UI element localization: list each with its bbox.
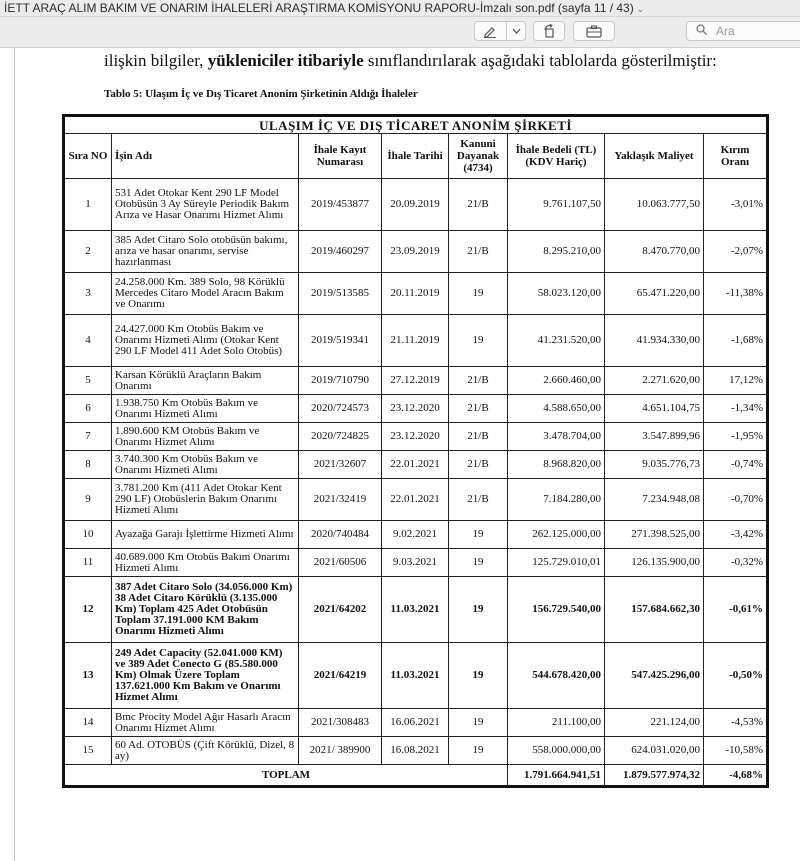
cell-ihale-bedeli: 9.761.107,50 (508, 179, 605, 231)
cell-kanuni-dayanak: 21/B (449, 423, 508, 451)
table-body (64, 179, 768, 765)
cell-ihale-bedeli: 7.184.280,00 (508, 479, 605, 521)
cell-kayit-no: 2019/710790 (299, 367, 382, 395)
cell-sira-no: 15 (64, 737, 112, 765)
cell-isin-adi: 249 Adet Capacity (52.041.000 KM) ve 389 Adet Conecto G (85.580.000 Km) Olmak Üzere Toplam 137.621.000 Km Bakım ve Onarımı Hizmet Alımı (112, 643, 299, 709)
intro-paragraph (104, 51, 717, 71)
cell-ihale-tarihi: 22.01.2021 (382, 451, 449, 479)
tender-table-wrapper (62, 114, 766, 788)
window-title[interactable] (4, 1, 644, 15)
cell-yaklasik-maliyet: 7.234.948,08 (605, 479, 704, 521)
cell-ihale-bedeli: 41.231.520,00 (508, 315, 605, 367)
chevron-down-icon[interactable] (507, 22, 525, 40)
cell-isin-adi: 3.781.200 Km (411 Adet Otokar Kent 290 LF) Otobüslerin Bakım Onarımı Hizmeti Alımı (112, 479, 299, 521)
rotate-icon (534, 22, 564, 40)
cell-kayit-no: 2020/724825 (299, 423, 382, 451)
cell-sira-no: 9 (64, 479, 112, 521)
tender-table (62, 114, 769, 788)
cell-ihale-bedeli: 8.968.820,00 (508, 451, 605, 479)
cell-sira-no: 14 (64, 709, 112, 737)
table-row (64, 451, 768, 479)
cell-ihale-bedeli: 2.660.460,00 (508, 367, 605, 395)
table-row (64, 521, 768, 549)
cell-isin-adi: 387 Adet Citaro Solo (34.056.000 Km) 38 Adet Citaro Körüklü (3.135.000 Km) Toplam 425 Adet Otobüsün Toplam 37.191.000 KM Bakım Onarımı Hizmeti Alımı (112, 577, 299, 643)
cell-kirim-orani: -2,07% (704, 231, 768, 273)
cell-kirim-orani: -0,74% (704, 451, 768, 479)
cell-kayit-no: 2021/64202 (299, 577, 382, 643)
header-yaklasik-maliyet: Yaklaşık Maliyet (605, 134, 704, 179)
window-titlebar (0, 0, 800, 17)
cell-kirim-orani: -1,68% (704, 315, 768, 367)
cell-kirim-orani: -0,32% (704, 549, 768, 577)
cell-yaklasik-maliyet: 41.934.330,00 (605, 315, 704, 367)
table-row (64, 367, 768, 395)
cell-ihale-bedeli: 156.729.540,00 (508, 577, 605, 643)
cell-ihale-bedeli: 58.023.120,00 (508, 273, 605, 315)
cell-kayit-no: 2020/740484 (299, 521, 382, 549)
cell-sira-no: 5 (64, 367, 112, 395)
cell-ihale-tarihi: 20.09.2019 (382, 179, 449, 231)
cell-isin-adi: Bmc Procity Model Ağır Hasarlı Aracın Onarımı Hizmet Alımı (112, 709, 299, 737)
cell-kanuni-dayanak: 19 (449, 315, 508, 367)
cell-kanuni-dayanak: 19 (449, 577, 508, 643)
cell-kanuni-dayanak: 19 (449, 709, 508, 737)
cell-ihale-bedeli: 125.729.010,01 (508, 549, 605, 577)
cell-ihale-bedeli: 211.100,00 (508, 709, 605, 737)
window-title-text: İETT ARAÇ ALIM BAKIM VE ONARIM İHALELERİ ARAŞTIRMA KOMİSYONU RAPORU-İmzalı son.pdf (sayfa 11 / 43) (4, 1, 634, 15)
cell-sira-no: 11 (64, 549, 112, 577)
cell-kirim-orani: -3,01% (704, 179, 768, 231)
cell-kayit-no: 2021/ 389900 (299, 737, 382, 765)
cell-kirim-orani: -0,50% (704, 643, 768, 709)
cell-kirim-orani: -11,38% (704, 273, 768, 315)
cell-kayit-no: 2021/60506 (299, 549, 382, 577)
cell-ihale-tarihi: 22.01.2021 (382, 479, 449, 521)
cell-kayit-no: 2019/453877 (299, 179, 382, 231)
total-rate: -4,68% (704, 765, 768, 787)
cell-kirim-orani: -4,53% (704, 709, 768, 737)
cell-isin-adi: 1.890.600 KM Otobüs Bakım ve Onarımı Hizmet Alımı (112, 423, 299, 451)
table-row (64, 643, 768, 709)
cell-isin-adi: 385 Adet Citaro Solo otobüsün bakımı, arıza ve hasar onarımı, servise hazırlanması (112, 231, 299, 273)
cell-kanuni-dayanak: 21/B (449, 367, 508, 395)
cell-ihale-tarihi: 11.03.2021 (382, 577, 449, 643)
cell-yaklasik-maliyet: 65.471.220,00 (605, 273, 704, 315)
total-row (64, 765, 768, 787)
cell-kanuni-dayanak: 19 (449, 549, 508, 577)
cell-kayit-no: 2019/519341 (299, 315, 382, 367)
cell-ihale-tarihi: 23.12.2020 (382, 423, 449, 451)
toolbar (0, 17, 800, 48)
cell-ihale-bedeli: 558.000.000,00 (508, 737, 605, 765)
table-row (64, 549, 768, 577)
cell-kanuni-dayanak: 19 (449, 643, 508, 709)
cell-isin-adi: 531 Adet Otokar Kent 290 LF Model Otobüsün 3 Ay Süreyle Periodik Bakım Arıza ve Hasar Onarımı Hizmet Alımı (112, 179, 299, 231)
cell-kayit-no: 2021/32419 (299, 479, 382, 521)
search-icon (696, 24, 707, 38)
cell-yaklasik-maliyet: 221.124,00 (605, 709, 704, 737)
table-row (64, 423, 768, 451)
markup-group (474, 21, 526, 41)
cell-kayit-no: 2021/32607 (299, 451, 382, 479)
cell-kanuni-dayanak: 19 (449, 273, 508, 315)
cell-isin-adi: 3.740.300 Km Otobüs Bakım ve Onarımı Hizmeti Alımı (112, 451, 299, 479)
intro-bold: yükleniciler itibariyle (207, 51, 364, 70)
header-isin-adi: İşin Adı (112, 134, 299, 179)
cell-sira-no: 1 (64, 179, 112, 231)
header-ihale-bedeli: İhale Bedeli (TL) (KDV Hariç) (508, 134, 605, 179)
table-row (64, 273, 768, 315)
cell-yaklasik-maliyet: 10.063.777,50 (605, 179, 704, 231)
cell-yaklasik-maliyet: 547.425.296,00 (605, 643, 704, 709)
cell-ihale-tarihi: 9.03.2021 (382, 549, 449, 577)
total-label: TOPLAM (64, 765, 508, 787)
table-row (64, 231, 768, 273)
cell-kirim-orani: -10,58% (704, 737, 768, 765)
table-row (64, 709, 768, 737)
cell-kirim-orani: -1,34% (704, 395, 768, 423)
cell-ihale-tarihi: 27.12.2019 (382, 367, 449, 395)
cell-isin-adi: Ayazağa Garajı İşlettirme Hizmeti Alımı (112, 521, 299, 549)
intro-suffix: sınıflandırılarak aşağıdaki tablolarda gösterilmiştir: (367, 51, 717, 70)
cell-kanuni-dayanak: 21/B (449, 479, 508, 521)
cell-isin-adi: 1.938.750 Km Otobüs Bakım ve Onarımı Hizmeti Alımı (112, 395, 299, 423)
cell-kanuni-dayanak: 21/B (449, 179, 508, 231)
cell-ihale-tarihi: 20.11.2019 (382, 273, 449, 315)
pen-icon[interactable] (475, 22, 505, 40)
cell-yaklasik-maliyet: 9.035.776,73 (605, 451, 704, 479)
cell-isin-adi: 24.258.000 Km. 389 Solo, 98 Körüklü Mercedes Citaro Model Aracın Bakım ve Onarımı (112, 273, 299, 315)
header-sira-no: Sıra NO (64, 134, 112, 179)
table-row (64, 737, 768, 765)
cell-yaklasik-maliyet: 624.031.020,00 (605, 737, 704, 765)
cell-kanuni-dayanak: 19 (449, 737, 508, 765)
cell-yaklasik-maliyet: 271.398.525,00 (605, 521, 704, 549)
title-chevron-down-icon[interactable]: ⌄ (636, 4, 645, 14)
cell-sira-no: 12 (64, 577, 112, 643)
cell-kayit-no: 2021/308483 (299, 709, 382, 737)
table-row (64, 577, 768, 643)
cell-ihale-bedeli: 8.295.210,00 (508, 231, 605, 273)
cell-kanuni-dayanak: 21/B (449, 231, 508, 273)
search-input[interactable] (686, 21, 800, 41)
search-placeholder: Ara (716, 24, 735, 38)
cell-kirim-orani: -0,61% (704, 577, 768, 643)
total-cost: 1.879.577.974,32 (605, 765, 704, 787)
cell-ihale-bedeli: 262.125.000,00 (508, 521, 605, 549)
cell-sira-no: 13 (64, 643, 112, 709)
cell-ihale-bedeli: 544.678.420,00 (508, 643, 605, 709)
table-row (64, 179, 768, 231)
table-row (64, 479, 768, 521)
cell-ihale-bedeli: 3.478.704,00 (508, 423, 605, 451)
cell-ihale-tarihi: 16.06.2021 (382, 709, 449, 737)
cell-kirim-orani: 17,12% (704, 367, 768, 395)
cell-ihale-tarihi: 23.09.2019 (382, 231, 449, 273)
cell-ihale-tarihi: 21.11.2019 (382, 315, 449, 367)
cell-yaklasik-maliyet: 157.684.662,30 (605, 577, 704, 643)
cell-sira-no: 2 (64, 231, 112, 273)
page-edge (14, 48, 15, 861)
cell-isin-adi: 24.427.000 Km Otobüs Bakım ve Onarımı Hizmeti Alımı (Otokar Kent 290 LF Model 411 Adet Solo Otobüs) (112, 315, 299, 367)
cell-isin-adi: 40.689.000 Km Otobüs Bakım Onarımı Hizmeti Alımı (112, 549, 299, 577)
toolbox-button[interactable] (573, 21, 615, 41)
intro-prefix: ilişkin bilgiler, (104, 51, 204, 70)
cell-ihale-tarihi: 23.12.2020 (382, 395, 449, 423)
table-row (64, 395, 768, 423)
cell-sira-no: 3 (64, 273, 112, 315)
cell-yaklasik-maliyet: 2.271.620,00 (605, 367, 704, 395)
header-kayit-no: İhale Kayıt Numarası (299, 134, 382, 179)
cell-yaklasik-maliyet: 4.651.104,75 (605, 395, 704, 423)
cell-ihale-tarihi: 11.03.2021 (382, 643, 449, 709)
table-caption: Tablo 5: Ulaşım İç ve Dış Ticaret Anonim Şirketinin Aldığı İhaleler (104, 88, 418, 100)
cell-isin-adi: Karsan Körüklü Araçların Bakım Onarımı (112, 367, 299, 395)
cell-yaklasik-maliyet: 126.135.900,00 (605, 549, 704, 577)
cell-kanuni-dayanak: 19 (449, 521, 508, 549)
cell-sira-no: 10 (64, 521, 112, 549)
header-ihale-tarihi: İhale Tarihi (382, 134, 449, 179)
cell-kirim-orani: -3,42% (704, 521, 768, 549)
cell-kirim-orani: -1,95% (704, 423, 768, 451)
cell-sira-no: 7 (64, 423, 112, 451)
cell-kanuni-dayanak: 21/B (449, 451, 508, 479)
cell-yaklasik-maliyet: 8.470.770,00 (605, 231, 704, 273)
toolbox-icon (574, 22, 614, 40)
cell-ihale-tarihi: 16.08.2021 (382, 737, 449, 765)
cell-sira-no: 8 (64, 451, 112, 479)
cell-isin-adi: 60 Ad. OTOBÜS (Çift Körüklü, Dizel, 8 ay) (112, 737, 299, 765)
pdf-page[interactable] (0, 48, 800, 861)
rotate-button[interactable] (533, 21, 565, 41)
header-kanuni-dayanak: Kanuni Dayanak (4734) (449, 134, 508, 179)
cell-ihale-bedeli: 4.588.650,00 (508, 395, 605, 423)
company-name: ULAŞIM İÇ VE DIŞ TİCARET ANONİM ŞİRKETİ (64, 116, 768, 134)
cell-sira-no: 6 (64, 395, 112, 423)
header-kirim-orani: Kırım Oranı (704, 134, 768, 179)
cell-kayit-no: 2020/724573 (299, 395, 382, 423)
cell-kirim-orani: -0,70% (704, 479, 768, 521)
cell-kayit-no: 2021/64219 (299, 643, 382, 709)
cell-kayit-no: 2019/513585 (299, 273, 382, 315)
cell-ihale-tarihi: 9.02.2021 (382, 521, 449, 549)
cell-kanuni-dayanak: 21/B (449, 395, 508, 423)
table-row (64, 315, 768, 367)
cell-yaklasik-maliyet: 3.547.899,96 (605, 423, 704, 451)
total-bid: 1.791.664.941,51 (508, 765, 605, 787)
table-header-row (64, 134, 768, 179)
cell-sira-no: 4 (64, 315, 112, 367)
cell-kayit-no: 2019/460297 (299, 231, 382, 273)
